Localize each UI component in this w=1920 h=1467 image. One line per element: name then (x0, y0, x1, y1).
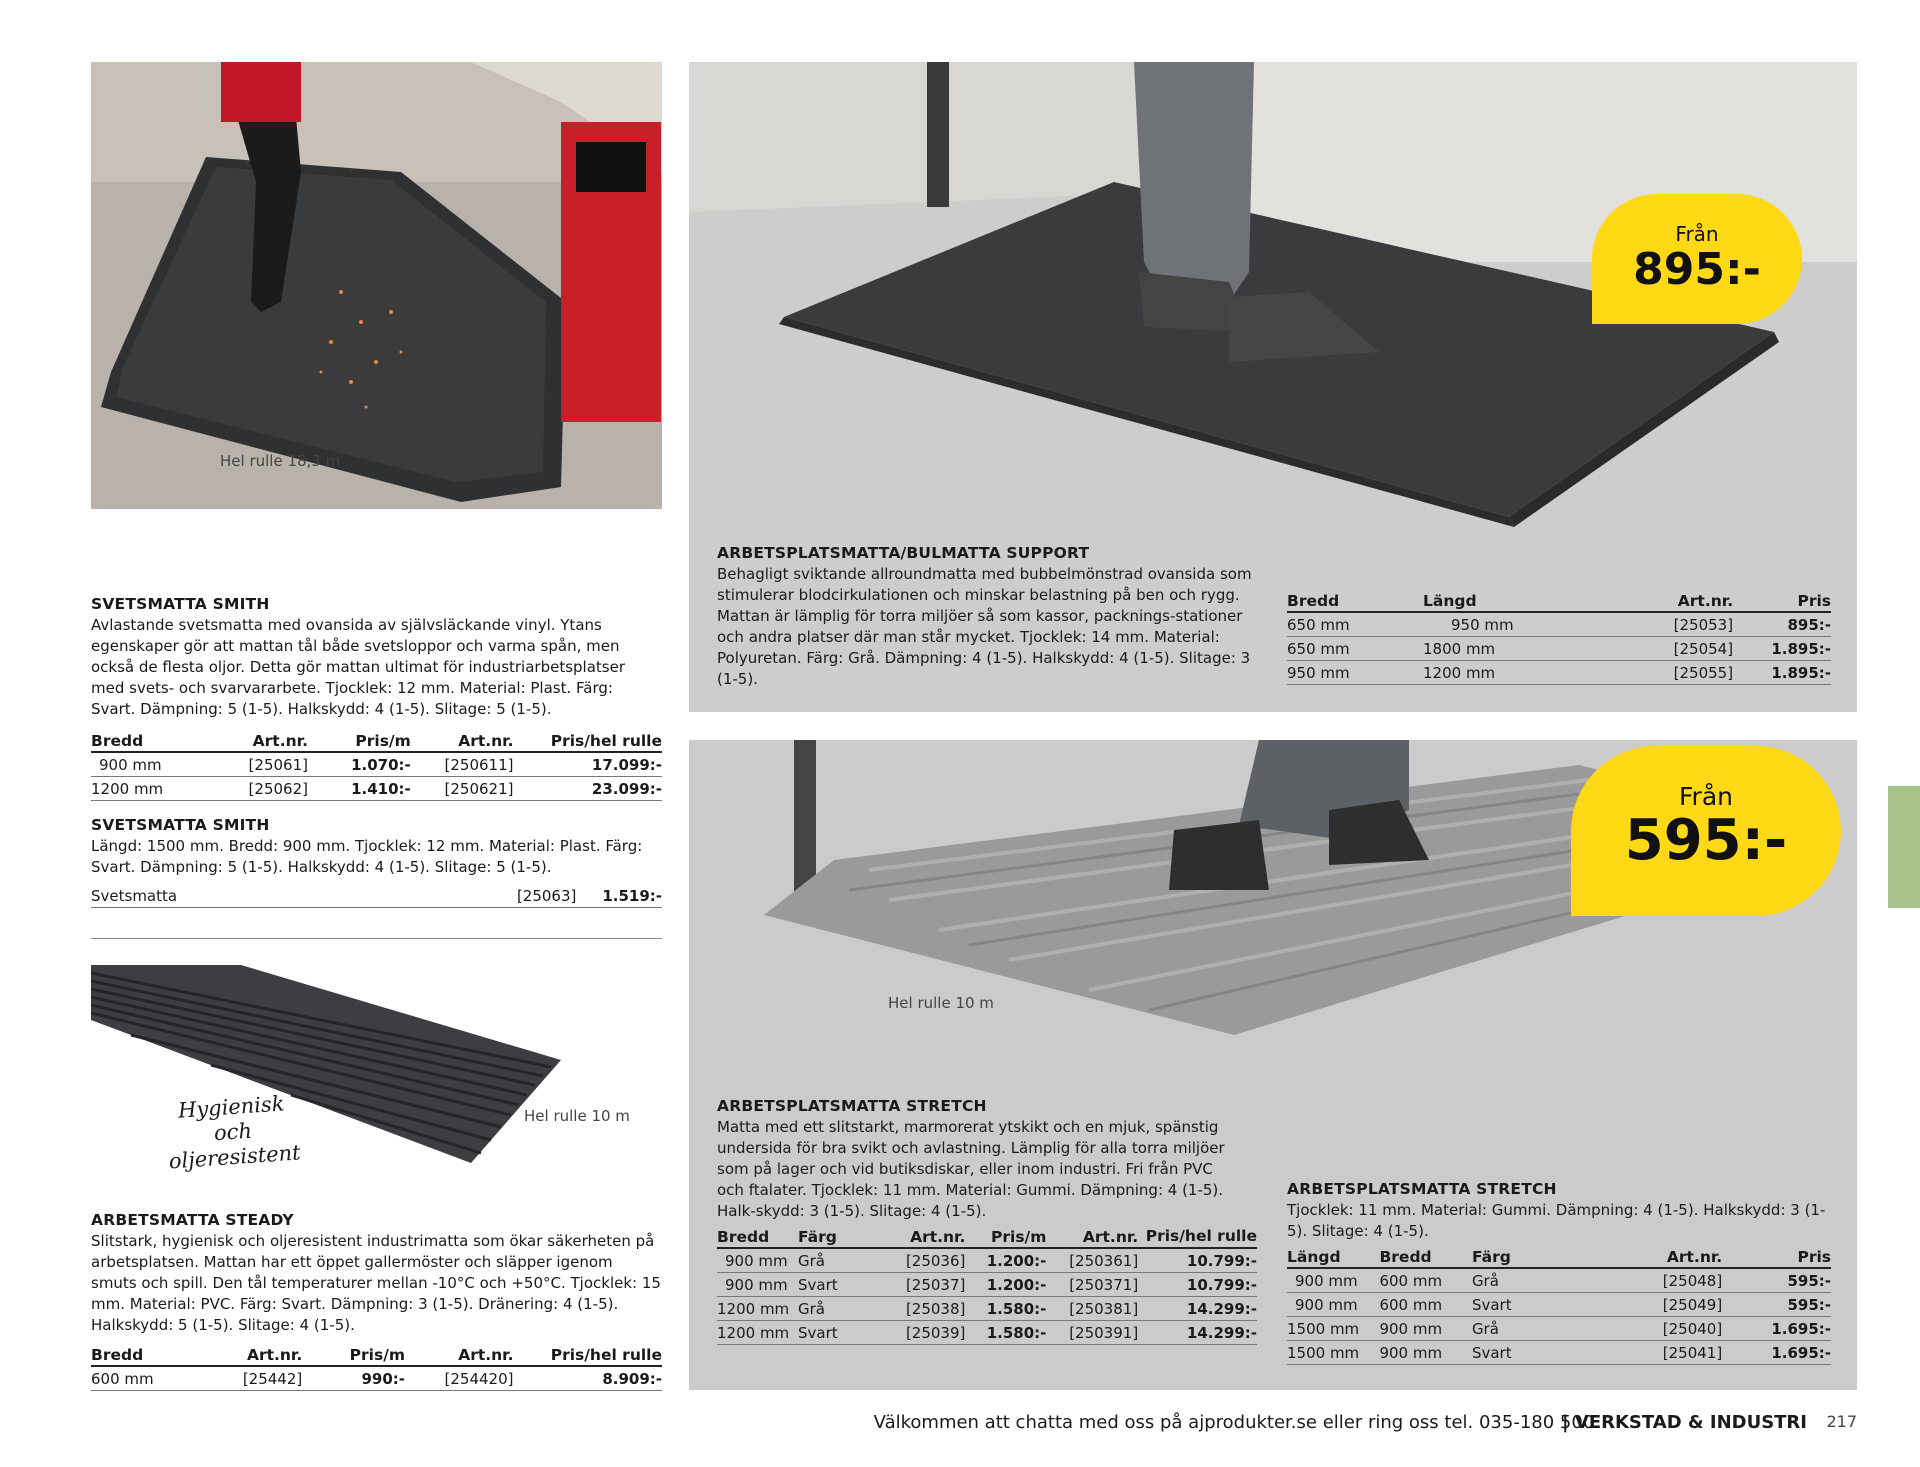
table-cell: 14.299:- (1138, 1297, 1257, 1321)
table-header: Art.nr. (1581, 1248, 1722, 1268)
welding-mat-photo (91, 62, 662, 509)
table-cell: 8.909:- (514, 1366, 663, 1391)
table-cell: [250621] (411, 777, 514, 801)
smith-mat-section (91, 816, 662, 908)
support-price-bubble (1592, 194, 1802, 324)
table-cell: 650 mm (1287, 637, 1423, 661)
table-cell: [250361] (1046, 1248, 1138, 1273)
table-cell: 1.895:- (1733, 661, 1831, 685)
table-row (717, 1273, 1257, 1297)
table-cell: 1200 mm (717, 1321, 798, 1345)
steady-description: Slitstark, hygienisk och oljeresistent industrimatta som ökar säkerheten på arbetsplatsen. Mattan har ett öppet gallermöster och släpper igenom smuts och spill. Den tål temperaturer mellan -10°C och +50°C. Tjocklek: 15 mm. Material: PVC. Färg: Svart. Dämpning: 3 (1-5). Dränering: 4 (1-5). Halkskydd: 5 (1-5). Slitage: 4 (1-5). (91, 1232, 661, 1334)
table-cell: 900 mm (717, 1273, 798, 1297)
table-row (717, 1248, 1257, 1273)
table-cell: 900 mm (1287, 1268, 1379, 1293)
steady-table (91, 1346, 662, 1391)
table-header: Art.nr. (217, 1346, 303, 1366)
table-cell: 600 mm (91, 1366, 217, 1391)
table-header: Pris (1733, 592, 1831, 612)
table-cell: 1500 mm (1287, 1317, 1379, 1341)
table-cell: 900 mm (1287, 1293, 1379, 1317)
table-cell: Grå (798, 1248, 868, 1273)
table-header: Färg (1472, 1248, 1581, 1268)
table-header: Pris/m (302, 1346, 405, 1366)
table-cell: 1.580:- (965, 1321, 1046, 1345)
table-row (91, 884, 662, 908)
table-header-row (717, 1226, 1257, 1248)
table-row (717, 1297, 1257, 1321)
stretch-mat-description: Tjocklek: 11 mm. Material: Gummi. Dämpning: 4 (1-5). Halkskydd: 3 (1-5). Slitage: 4 (1-5). (1287, 1201, 1826, 1240)
table-cell: 17.099:- (514, 752, 663, 777)
table-cell: 1200 mm (1423, 661, 1559, 685)
table-header: Art.nr. (1559, 592, 1733, 612)
table-cell: [250381] (1046, 1297, 1138, 1321)
table-cell: [25049] (1581, 1293, 1722, 1317)
table-cell: 1.200:- (965, 1273, 1046, 1297)
table-cell: 600 mm (1379, 1293, 1471, 1317)
steady-image-caption: Hel rulle 10 m (524, 1107, 630, 1125)
table-header: Bredd (91, 1346, 217, 1366)
table-cell: Svart (1472, 1341, 1581, 1365)
table-header: Pris/hel rulle (514, 732, 663, 752)
table-cell: Svart (798, 1321, 868, 1345)
table-row (1287, 637, 1831, 661)
smith-roll-description: Avlastande svetsmatta med ovansida av självsläckande vinyl. Ytans egenskaper gör att mattan tål både svetsloppor och varma spån, men också de flesta oljor. Detta gör mattan ultimat för industriarbetsplatser med svets- och svarvararbete. Tjocklek: 12 mm. Material: Plast. Färg: Svart. Dämpning: 5 (1-5). Halkskydd: 4 (1-5). Slitage: 5 (1-5). (91, 616, 626, 718)
table-cell: [25038] (868, 1297, 965, 1321)
table-row (1287, 1293, 1831, 1317)
steady-hygienic-badge: Hygienisk och oljeresistent (168, 1091, 302, 1174)
table-cell: [25048] (1581, 1268, 1722, 1293)
table-cell: Grå (1472, 1317, 1581, 1341)
stretch-mat-table (1287, 1248, 1831, 1365)
table-header: Längd (1423, 592, 1559, 612)
table-header: Pris/m (308, 732, 411, 752)
table-cell: [25041] (1581, 1341, 1722, 1365)
stretch-mat-title: ARBETSPLATSMATTA STRETCH (1287, 1180, 1557, 1198)
smith-roll-image-caption: Hel rulle 18,3 m (220, 452, 341, 470)
stretch-mat-text (1287, 1180, 1831, 1242)
table-cell: 595:- (1722, 1293, 1831, 1317)
table-row (1287, 1317, 1831, 1341)
page-number: 217 (1826, 1412, 1857, 1431)
table-cell: 10.799:- (1138, 1248, 1257, 1273)
steady-title: ARBETSMATTA STEADY (91, 1211, 294, 1229)
stretch-price-bubble (1571, 746, 1841, 916)
table-cell: [25040] (1581, 1317, 1722, 1341)
footer-contact-text: Välkommen att chatta med oss på ajprodukter.se eller ring oss tel. 035-180 500. (873, 1412, 1600, 1433)
table-cell: 1.200:- (965, 1248, 1046, 1273)
table-cell: 650 mm (1287, 612, 1423, 637)
stretch-price-from: Från (1678, 782, 1733, 811)
table-header: Art.nr. (868, 1226, 965, 1248)
stretch-roll-title: ARBETSPLATSMATTA STRETCH (717, 1097, 987, 1115)
table-cell: 1.580:- (965, 1297, 1046, 1321)
table-cell: [25062] (217, 777, 308, 801)
table-cell: [254420] (405, 1366, 513, 1391)
stretch-roll-table (717, 1226, 1257, 1345)
table-cell: [250371] (1046, 1273, 1138, 1297)
stretch-roll-description: Matta med ett slitstarkt, marmorerat ytskikt och en mjuk, spänstig undersida för bra svikt och avlastning. Lämplig för alla torra miljöer som på lager och vid butiksdiskar, eller inom industri. Fri från PVC och ftalater. Tjocklek: 11 mm. Material: Gummi. Dämpning: 4 (1-5). Halk-skydd: 3 (1-5). Slitage: 4 (1-5). (717, 1118, 1225, 1220)
table-cell: [25063] (462, 884, 576, 908)
table-header-row (91, 1346, 662, 1366)
support-description: Behagligt sviktande allroundmatta med bubbelmönstrad ovansida som stimulerar blodcirkulationen och minskar belastning på ben och rygg. Mattan är lämplig för torra miljöer så som kassor, packnings-stationer och andra platser där man står mycket. Tjocklek: 14 mm. Material: Polyuretan. Färg: Grå. Dämpning: 4 (1-5). Halkskydd: 4 (1-5). Slitage: 3 (1-5). (717, 565, 1252, 688)
footer-section-label: | VERKSTAD & INDUSTRI (1562, 1412, 1807, 1433)
table-cell: [25036] (868, 1248, 965, 1273)
stretch-mat-table-wrap (1287, 1248, 1831, 1365)
table-cell: 1500 mm (1287, 1341, 1379, 1365)
table-cell: [25039] (868, 1321, 965, 1345)
table-cell: 895:- (1733, 612, 1831, 637)
table-header: Bredd (91, 732, 217, 752)
table-row (1287, 661, 1831, 685)
table-cell: [25037] (868, 1273, 965, 1297)
support-table-wrap (1287, 592, 1831, 685)
table-header-row (1287, 1248, 1831, 1268)
table-cell: 900 mm (1379, 1317, 1471, 1341)
table-row (1287, 1341, 1831, 1365)
table-row (91, 1366, 662, 1391)
table-cell: [25054] (1559, 637, 1733, 661)
stretch-roll-text (717, 1097, 1242, 1222)
table-cell: 1.410:- (308, 777, 411, 801)
table-header: Färg (798, 1226, 868, 1248)
table-cell: 1.695:- (1722, 1341, 1831, 1365)
table-cell: [250391] (1046, 1321, 1138, 1345)
table-header: Art.nr. (411, 732, 514, 752)
table-cell: 10.799:- (1138, 1273, 1257, 1297)
table-cell: Grå (798, 1297, 868, 1321)
table-cell: 950 mm (1423, 612, 1559, 637)
welding-mat-illustration (91, 62, 662, 509)
table-cell: [25061] (217, 752, 308, 777)
table-cell: 1.070:- (308, 752, 411, 777)
table-row (1287, 612, 1831, 637)
support-price-from: Från (1675, 222, 1719, 246)
smith-mat-table (91, 884, 662, 908)
table-cell: 1.895:- (1733, 637, 1831, 661)
support-text (717, 544, 1257, 690)
table-cell: 14.299:- (1138, 1321, 1257, 1345)
support-price: 895:- (1633, 244, 1761, 295)
table-cell: 1200 mm (717, 1297, 798, 1321)
table-cell: 1200 mm (91, 777, 217, 801)
smith-mat-description: Längd: 1500 mm. Bredd: 900 mm. Tjocklek: 12 mm. Material: Plast. Färg: Svart. Dämpning: 5 (1-5). Halkskydd: 4 (1-5). Slitage: 5 (1-5). (91, 837, 643, 876)
table-header: Bredd (1379, 1248, 1471, 1268)
table-header: Längd (1287, 1248, 1379, 1268)
table-row (91, 777, 662, 801)
support-title: ARBETSPLATSMATTA/BULMATTA SUPPORT (717, 544, 1090, 562)
table-header-row (1287, 592, 1831, 612)
table-row (91, 752, 662, 777)
smith-mat-title: SVETSMATTA SMITH (91, 816, 270, 834)
table-cell: 600 mm (1379, 1268, 1471, 1293)
table-header: Art.nr. (1046, 1226, 1138, 1248)
table-cell: 950 mm (1287, 661, 1423, 685)
table-cell: 23.099:- (514, 777, 663, 801)
table-cell: 900 mm (91, 752, 217, 777)
table-cell: [25442] (217, 1366, 303, 1391)
table-cell: Grå (1472, 1268, 1581, 1293)
table-header: Bredd (1287, 592, 1423, 612)
table-row (717, 1321, 1257, 1345)
table-header: Art.nr. (217, 732, 308, 752)
table-header: Pris (1722, 1248, 1831, 1268)
table-cell: Svart (798, 1273, 868, 1297)
table-cell: [250611] (411, 752, 514, 777)
smith-roll-table (91, 732, 662, 801)
stretch-roll-table-wrap (717, 1226, 1257, 1345)
table-header-row (91, 732, 662, 752)
table-row (1287, 1268, 1831, 1293)
table-header: Pris/m (965, 1226, 1046, 1248)
table-cell: 1.695:- (1722, 1317, 1831, 1341)
support-table (1287, 592, 1831, 685)
table-cell: 990:- (302, 1366, 405, 1391)
table-cell: 900 mm (1379, 1341, 1471, 1365)
table-cell: 595:- (1722, 1268, 1831, 1293)
smith-roll-title: SVETSMATTA SMITH (91, 595, 270, 613)
smith-roll-section (91, 595, 662, 801)
table-cell: Svart (1472, 1293, 1581, 1317)
table-cell: [25053] (1559, 612, 1733, 637)
table-header: Pris/hel rulle (514, 1346, 663, 1366)
table-cell: Svetsmatta (91, 884, 462, 908)
stretch-price: 595:- (1624, 808, 1788, 873)
table-cell: 1800 mm (1423, 637, 1559, 661)
table-cell: 900 mm (717, 1248, 798, 1273)
section-divider (91, 938, 662, 939)
table-header: Bredd (717, 1226, 798, 1248)
table-cell: [25055] (1559, 661, 1733, 685)
table-header: Pris/hel rulle (1138, 1226, 1257, 1248)
steady-section (91, 1211, 662, 1391)
table-cell: 1.519:- (576, 884, 662, 908)
section-side-tab (1888, 786, 1920, 908)
table-header: Art.nr. (405, 1346, 513, 1366)
stretch-roll-image-caption: Hel rulle 10 m (888, 994, 994, 1012)
